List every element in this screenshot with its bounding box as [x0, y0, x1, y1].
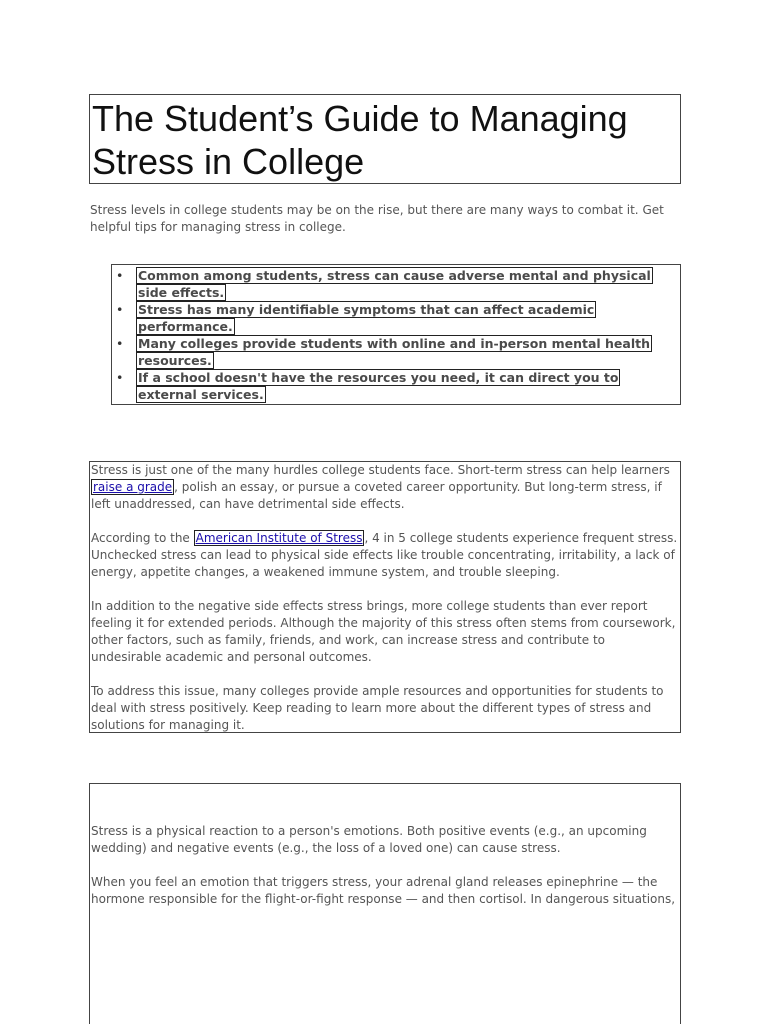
paragraph-text: According to the — [91, 531, 194, 545]
key-points-list — [112, 265, 680, 403]
raise-a-grade-link[interactable]: raise a grade — [93, 480, 173, 494]
article-section-what-is-stress — [89, 783, 681, 1024]
intro-paragraph: Stress levels in college students may be on the rise, but there are many ways to combat it. Get helpful tips for managing stress in college. — [90, 203, 664, 234]
key-point-item — [112, 301, 680, 335]
article-paragraph — [91, 530, 679, 581]
article-paragraph: To address this issue, many colleges provide ample resources and opportunities for students to deal with stress positively. Keep reading to learn more about the different types of stress and solutions for managing it. — [91, 684, 664, 732]
paragraph-text: , 4 in 5 college students experience frequent stress. Unchecked stress can lead to physical side effects like trouble concentrating, irritability, a lack of energy, appetite changes, a weakened immune system, and trouble sleeping. — [91, 531, 678, 579]
page-title: The Student’s Guide to Managing Stress in College — [92, 98, 628, 182]
key-point-text: Stress has many identifiable symptoms that can affect academic performance. — [138, 302, 595, 334]
article-paragraph: In addition to the negative side effects stress brings, more college students than ever report feeling it for extended periods. Although the majority of this stress often stems from coursework, other factors, such as family, friends, and work, can increase stress and contribute to undesirable academic and personal outcomes. — [91, 599, 676, 664]
bullet-icon: • — [116, 302, 124, 317]
article-section-intro — [89, 461, 681, 733]
article-paragraph — [91, 462, 679, 513]
paragraph-text: , polish an essay, or pursue a coveted career opportunity. But long-term stress, if left unaddressed, can have detrimental side effects. — [91, 480, 662, 511]
bullet-icon: • — [116, 268, 124, 283]
paragraph-text: Stress is just one of the many hurdles college students face. Short-term stress can help learners — [91, 463, 670, 477]
article-paragraph: When you feel an emotion that triggers stress, your adrenal gland releases epinephrine — the hormone responsible for the flight-or-fight response — and then cortisol. In dangerous situations, — [91, 875, 676, 906]
key-point-text: If a school doesn't have the resources you need, it can direct you to external services. — [138, 370, 619, 402]
key-point-item — [112, 335, 680, 369]
article-paragraph: Stress is a physical reaction to a person's emotions. Both positive events (e.g., an upcoming wedding) and negative events (e.g., the loss of a loved one) can cause stress. — [91, 824, 647, 855]
key-point-item — [112, 369, 680, 403]
bullet-icon: • — [116, 336, 124, 351]
title-box — [89, 94, 681, 184]
key-point-text: Many colleges provide students with online and in-person mental health resources. — [138, 336, 650, 368]
key-points-box — [111, 264, 681, 405]
american-institute-of-stress-link[interactable]: American Institute of Stress — [195, 531, 363, 545]
bullet-icon: • — [116, 370, 124, 385]
key-point-item — [112, 267, 680, 301]
key-point-text: Common among students, stress can cause adverse mental and physical side effects. — [138, 268, 651, 300]
